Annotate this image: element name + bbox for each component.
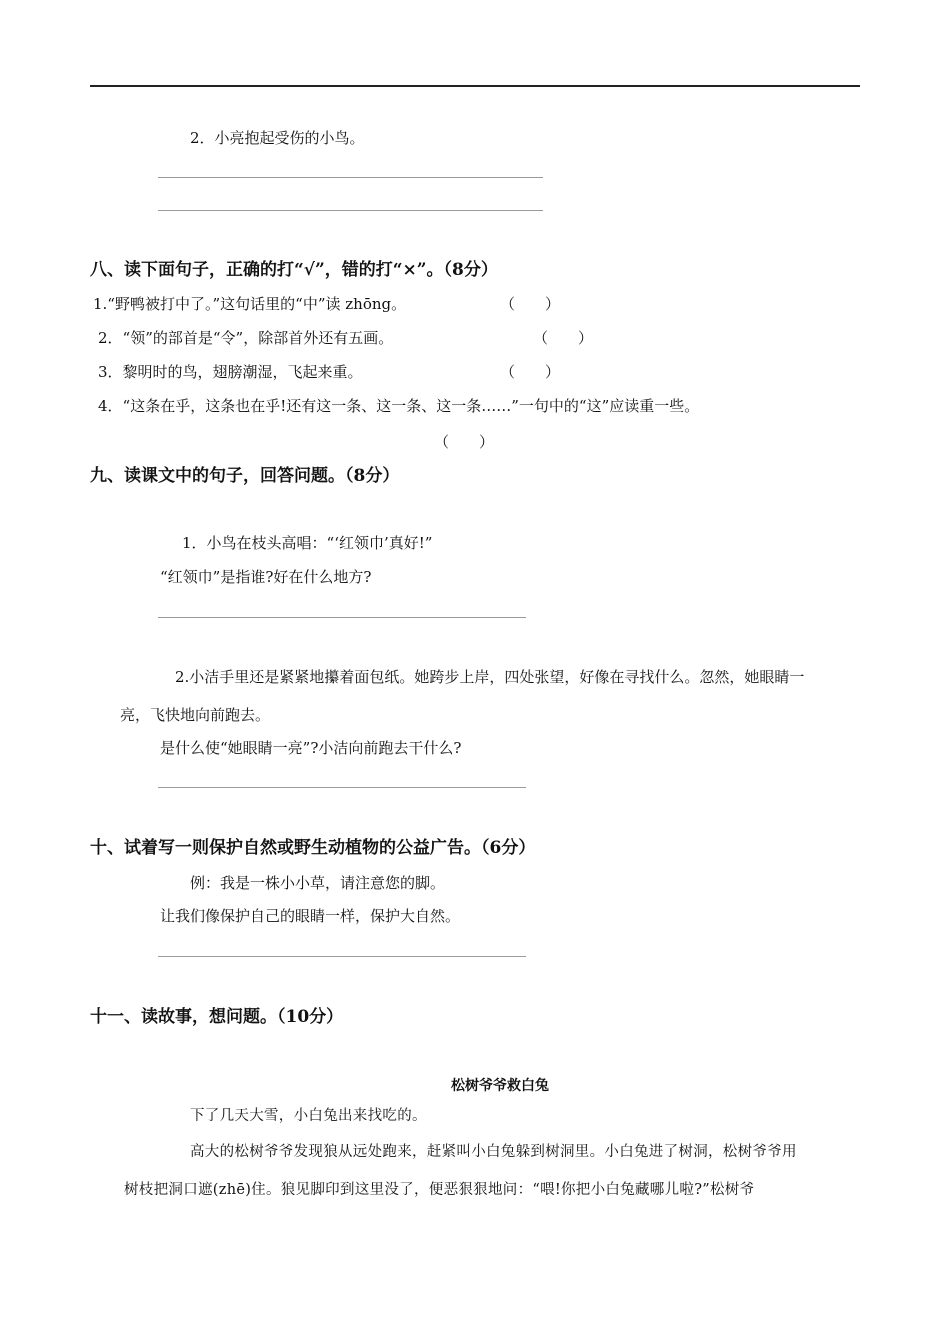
answer-line[interactable]: [158, 210, 543, 211]
s8-item-4: 4．“这条在乎，这条也在乎!还有这一条、这一条、这一条……”一句中的“这”应读重一些。: [98, 397, 700, 415]
s8-item-2: 2．“领”的部首是“令”，除部首外还有五画。: [98, 329, 394, 347]
s8-item-1-paren[interactable]: （ ）: [500, 295, 561, 313]
s7-item-2: 2．小亮抱起受伤的小鸟。: [190, 129, 365, 147]
story-title: 松树爷爷救白兔: [451, 1078, 549, 1094]
answer-line[interactable]: [158, 787, 526, 788]
s8-item-1: 1.“野鸭被打中了。”这句话里的“中”读 zhōng。: [93, 295, 407, 313]
s9-q1-line1: 1．小鸟在枝头高唱：“‘红领巾’真好!”: [182, 534, 433, 552]
s9-q2-line3: 是什么使“她眼睛一亮”?小洁向前跑去干什么?: [160, 739, 462, 757]
answer-line[interactable]: [158, 617, 526, 618]
s8-item-3: 3．黎明时的鸟，翅膀潮湿，飞起来重。: [98, 363, 363, 381]
s8-item-2-paren[interactable]: （ ）: [533, 329, 594, 347]
story-paragraph-2-line1: 高大的松树爷爷发现狼从远处跑来，赶紧叫小白兔躲到树洞里。小白兔进了树洞，松树爷爷用: [190, 1144, 797, 1160]
s9-q2-line1: 2.小洁手里还是紧紧地攥着面包纸。她跨步上岸，四处张望，好像在寻找什么。忽然，她眼睛一: [175, 668, 805, 686]
section-11-heading: 十一、读故事，想问题。（10分）: [90, 1007, 344, 1027]
story-paragraph-2-line2: 树枝把洞口遮(zhē)住。狼见脚印到这里没了，便恶狠狠地问：“喂!你把小白兔藏哪儿啦?”松树爷: [124, 1182, 755, 1198]
s8-item-4-paren[interactable]: （ ）: [434, 433, 495, 451]
s8-item-3-paren[interactable]: （ ）: [500, 363, 561, 381]
answer-line[interactable]: [158, 956, 526, 957]
section-8-heading: 八、读下面句子，正确的打“√”，错的打“×”。（8分）: [90, 260, 498, 280]
s9-q2-line2: 亮，飞快地向前跑去。: [120, 706, 271, 724]
section-9-heading: 九、读课文中的句子，回答问题。（8分）: [90, 466, 400, 486]
s10-line2: 让我们像保护自己的眼睛一样，保护大自然。: [160, 907, 461, 925]
s9-q1-line2: “红领巾”是指谁?好在什么地方?: [160, 568, 372, 586]
answer-line[interactable]: [158, 177, 543, 178]
s10-example: 例：我是一株小小草，请注意您的脚。: [190, 874, 446, 892]
story-paragraph-1: 下了几天大雪，小白兔出来找吃的。: [190, 1108, 427, 1124]
section-10-heading: 十、试着写一则保护自然或野生动植物的公益广告。（6分）: [90, 838, 536, 858]
top-rule: [90, 85, 860, 87]
